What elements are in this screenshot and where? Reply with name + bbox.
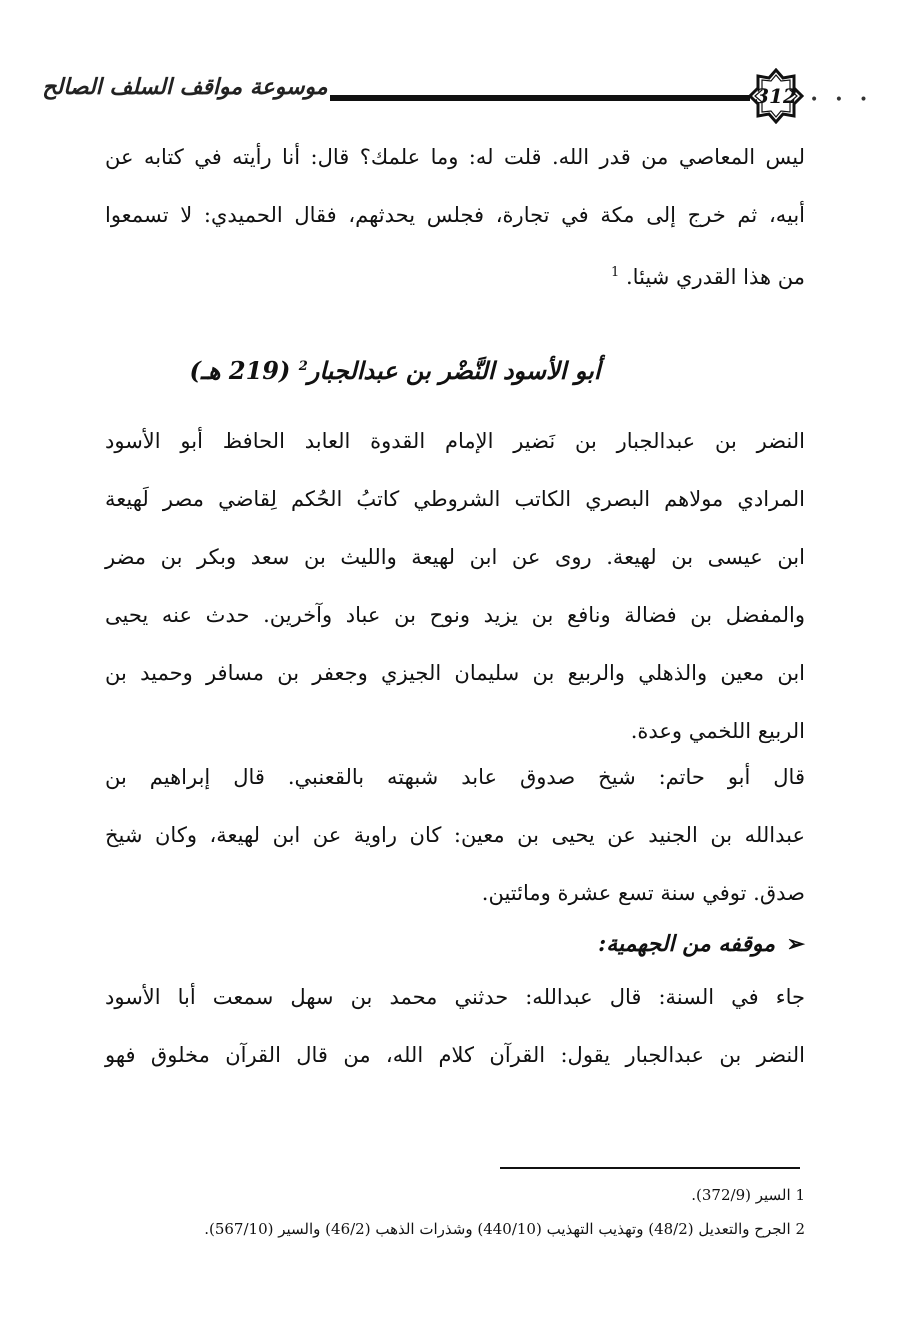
continued-paragraph (105, 128, 805, 308)
text-line: النضر بن عبدالجبار بن نَضير الإمام القدوة العابد الحافظ أبو الأسود (105, 429, 805, 453)
text-line (105, 244, 805, 302)
footnote-text: الجرح والتعديل (48/2) وتهذيب التهذيب (440/10) وشذرات الذهب (46/2) والسير (567/10). (204, 1220, 791, 1238)
text-line: الربيع اللخمي وعدة. (630, 719, 805, 743)
text-line: جاء في السنة: قال عبدالله: حدثني محمد بن سهل سمعت أبا الأسود (105, 985, 805, 1009)
text-line: النضر بن عبدالجبار يقول: القرآن كلام الله، من قال القرآن مخلوق فهو (105, 1043, 805, 1067)
section-title-date: (219 هـ) (189, 356, 291, 385)
page-number: 312 (755, 84, 797, 108)
text-line: قال أبو حاتم: شيخ صدوق عابد شبهته بالقعنبي. قال إبراهيم بن (105, 765, 805, 789)
footnote-number: 1 (795, 1186, 805, 1204)
subheading-text: موقفه من الجهمية: (598, 931, 775, 957)
text-line: والمفضل بن فضالة ونافع بن يزيد ونوح بن عباد وآخرين. حدث عنه يحيى (105, 603, 805, 627)
section-title-name: أبو الأسود النَّضْر بن عبدالجبار (307, 356, 601, 385)
footnote-number: 2 (795, 1220, 805, 1238)
footnote-ref: 1 (611, 265, 620, 280)
footnote-ref: 2 (298, 359, 308, 374)
header-ornament: • • • (810, 92, 874, 108)
quote-paragraph (105, 968, 805, 1084)
text-line: ابن معين والذهلي والربيع بن سليمان الجيزي وجعفر بن مسافر وحميد بن (105, 661, 805, 685)
arrow-bullet-icon: ➢ (786, 931, 805, 957)
text-line: أبيه، ثم خرج إلى مكة في تجارة، فجلس يحدثهم، فقال الحميدي: لا تسمعوا (105, 203, 805, 227)
evaluation-paragraph (105, 748, 805, 922)
footnote-text: السير (372/9). (691, 1186, 791, 1204)
running-title: موسوعة مواقف السلف الصالح (42, 74, 328, 100)
header-rule (330, 95, 750, 101)
page-header (20, 62, 900, 132)
text-line: عبدالله بن الجنيد عن يحيى بن معين: كان راوية عن ابن لهيعة، وكان شيخ (105, 823, 805, 847)
footnote-2 (85, 1220, 805, 1238)
section-title (165, 356, 625, 385)
footnote-separator (500, 1167, 800, 1169)
text-line: المرادي مولاهم البصري الكاتب الشروطي كاتبُ الحُكم لِقاضي مصر لَهيعة (105, 487, 805, 511)
text-line: ابن عيسى بن لهيعة. روى عن ابن لهيعة والليث بن سعد وبكر بن مضر (105, 545, 805, 569)
subheading (405, 924, 805, 964)
biography-paragraph (105, 412, 805, 760)
text-line: ليس المعاصي من قدر الله. قلت له: وما علمك؟ قال: أنا رأيته في كتابه عن (105, 145, 805, 169)
text-line: صدق. توفي سنة تسع عشرة ومائتين. (481, 881, 805, 905)
footnote-1 (85, 1186, 805, 1204)
text-line-content: من هذا القدري شيئا. (626, 265, 805, 289)
page-number-badge (748, 68, 804, 124)
